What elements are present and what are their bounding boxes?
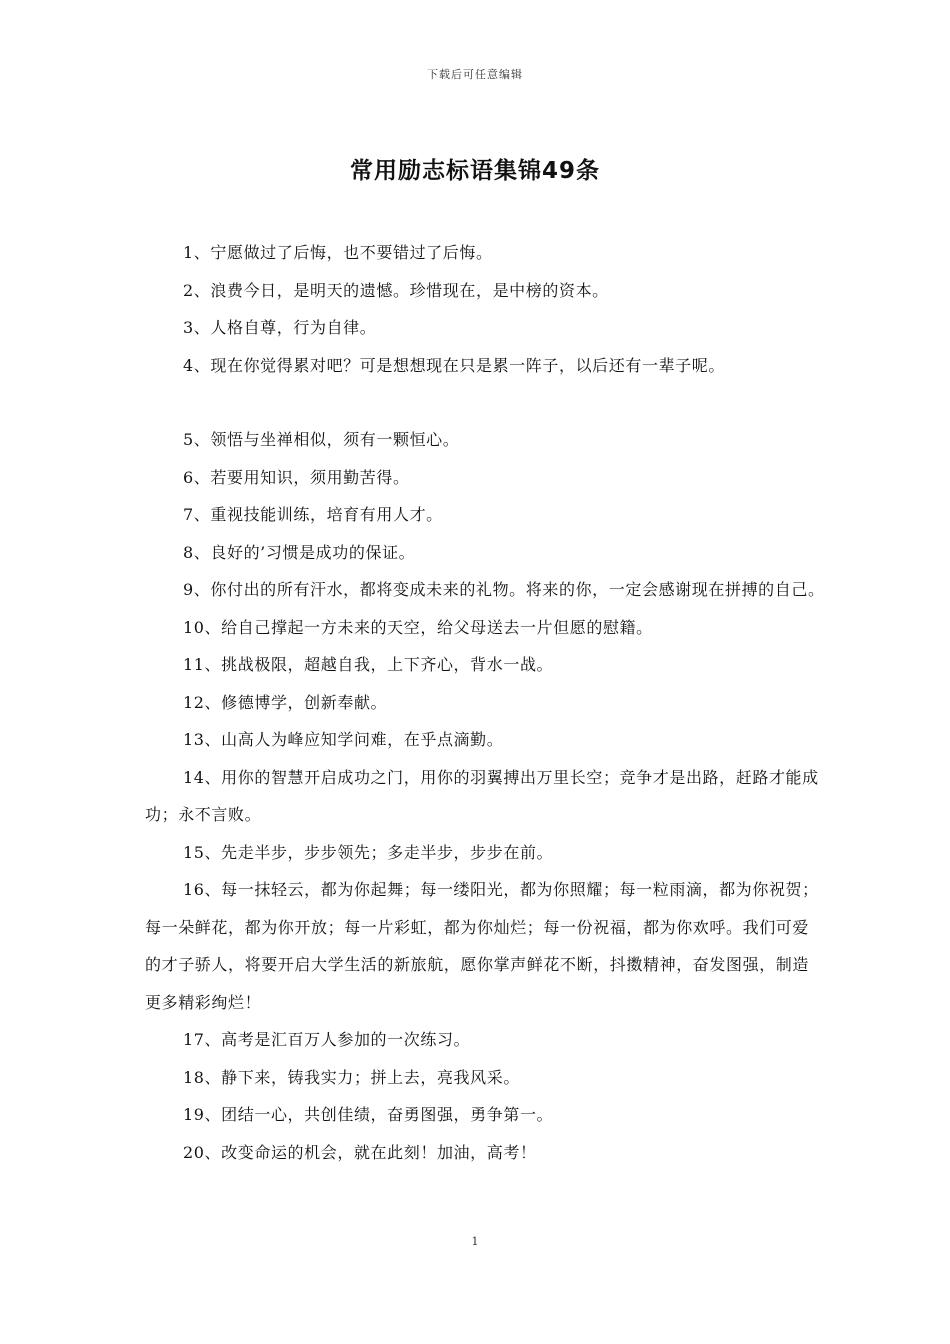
document-title: 常用励志标语集锦49条: [349, 158, 600, 184]
list-item: 13、山高人为峰应知学问难，在乎点滴勤。: [183, 730, 504, 749]
list-item: 6、若要用知识，须用勤苦得。: [183, 467, 410, 487]
list-item: 16、每一抹轻云，都为你起舞；每一缕阳光，都为你照耀；每一粒雨滴，都为你祝贺；每一朵鲜花，都为你开放；每一片彩虹，都为你灿烂；每一份祝福，都为你欢呼。我们可爱的才子骄人，将要开启大学生活的新旅航，愿你掌声鲜花不断，抖擞精神，奋发图强，制造更多精彩绚烂！: [145, 880, 819, 1012]
page-header-note: 下载后可任意编辑: [427, 68, 523, 81]
page-number: 1: [471, 1235, 479, 1248]
list-item: 7、重视技能训练，培育有用人才。: [183, 505, 443, 524]
list-item: 14、用你的智慧开启成功之门，用你的羽翼搏出万里长空；竞争才是出路，赶路才能成功；永不言败。: [145, 767, 819, 824]
document-body: [145, 234, 825, 1171]
list-item: 10、给自己撑起一方未来的天空，给父母送去一片但愿的慰籍。: [183, 617, 653, 637]
list-item: 15、先走半步，步步领先；多走半步，步步在前。: [183, 842, 554, 862]
list-item: 2、浪费今日，是明天的遗憾。珍惜现在，是中榜的资本。: [183, 280, 609, 300]
list-item: 8、良好的’习惯是成功的保证。: [183, 542, 416, 562]
list-item: 18、静下来，铸我实力；拼上去，亮我风采。: [183, 1067, 520, 1087]
list-item: 5、领悟与坐禅相似，须有一颗恒心。: [183, 430, 460, 449]
list-item: 4、现在你觉得累对吧？可是想想现在只是累一阵子，以后还有一辈子呢。: [183, 355, 725, 375]
list-item: 19、团结一心，共创佳绩，奋勇图强，勇争第一。: [183, 1105, 554, 1124]
list-item: 1、宁愿做过了后悔，也不要错过了后悔。: [183, 243, 493, 262]
list-item: 3、人格自尊，行为自律。: [183, 318, 377, 337]
list-item: 17、高考是汇百万人参加的一次练习。: [183, 1030, 471, 1049]
list-item: 11、挑战极限，超越自我，上下齐心，背水一战。: [183, 655, 554, 674]
list-item: 20、改变命运的机会，就在此刻！加油，高考！: [183, 1142, 537, 1162]
list-item: 9、你付出的所有汗水，都将变成未来的礼物。将来的你，一定会感谢现在拼搏的自己。: [183, 580, 825, 599]
blank-line: [145, 384, 825, 421]
list-item: 12、修德博学，创新奉献。: [183, 692, 388, 712]
